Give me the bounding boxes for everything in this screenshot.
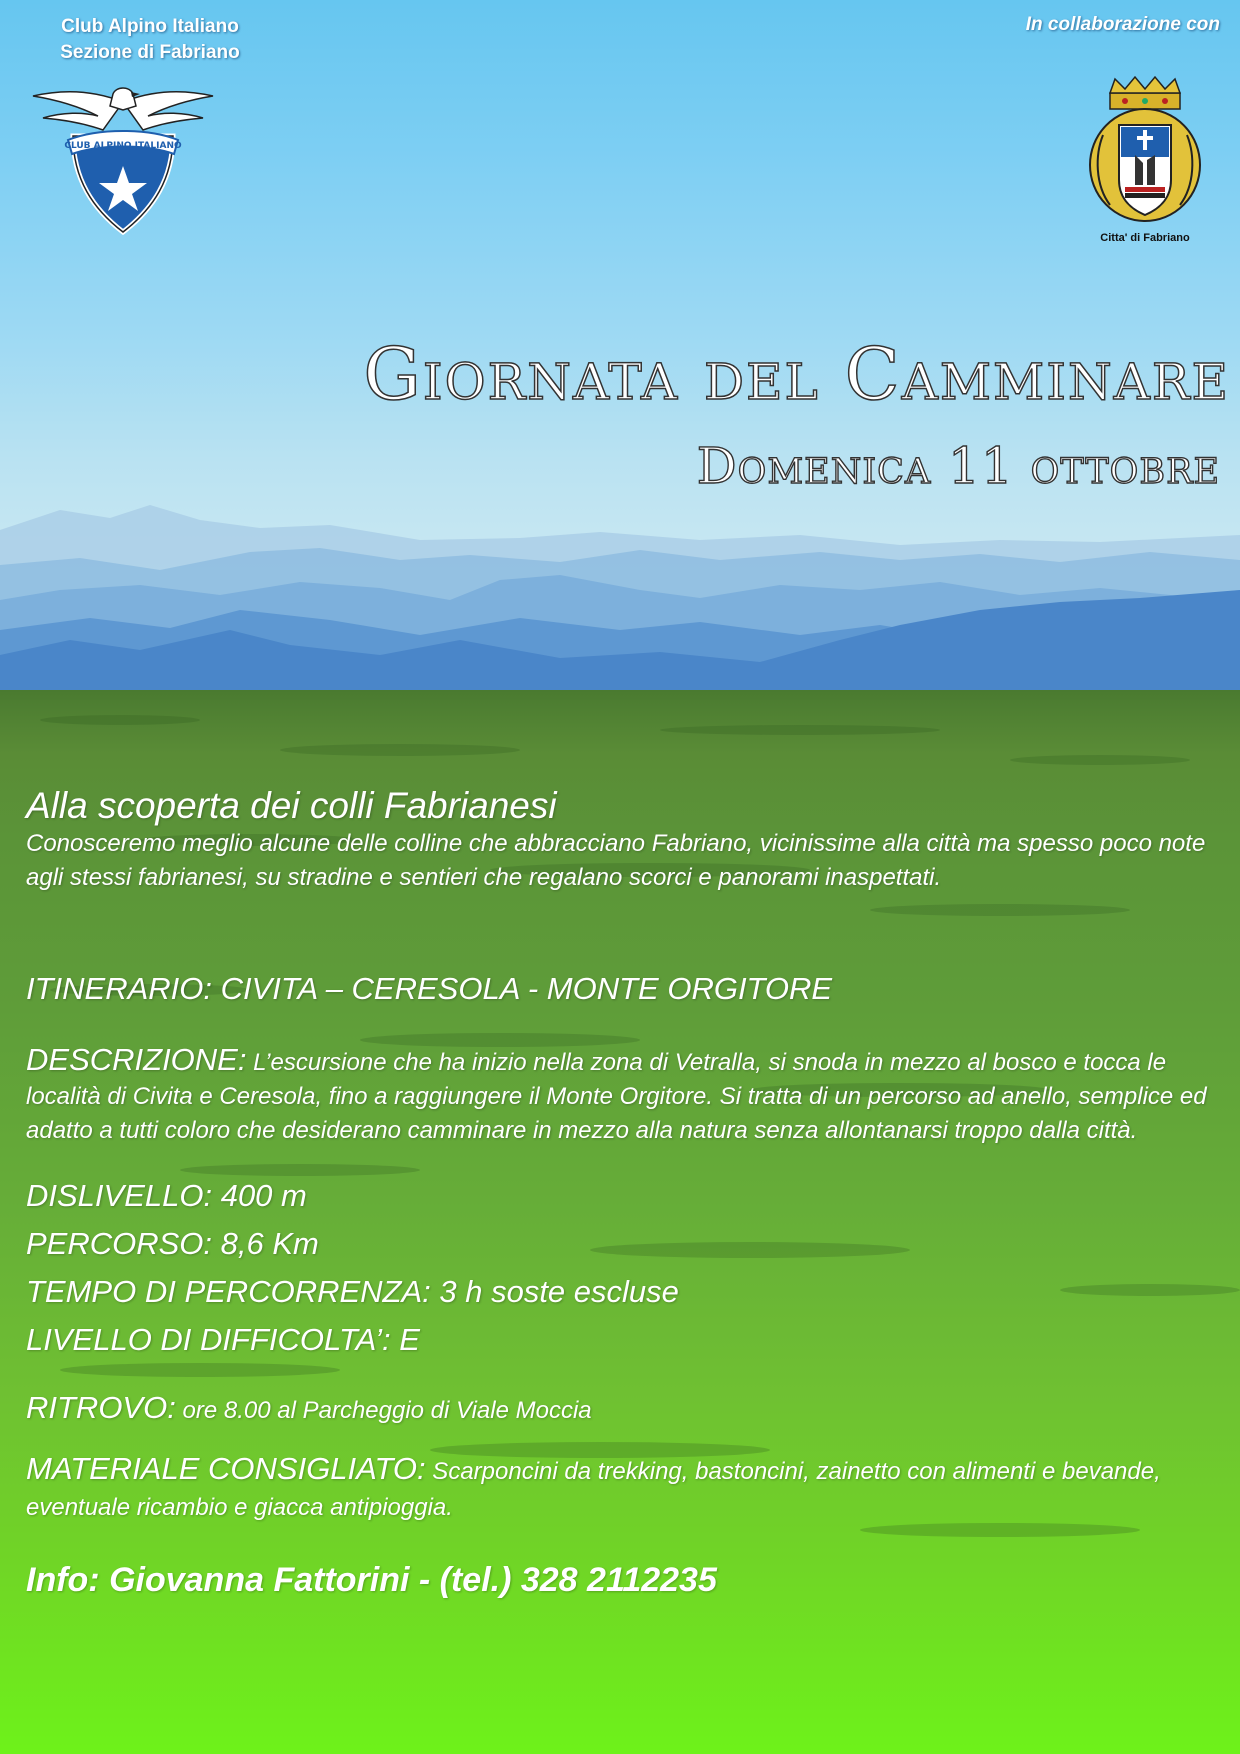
recommended-gear — [26, 1451, 1221, 1526]
event-title-text: Giornata del Camminare — [363, 332, 1230, 416]
meeting-point — [26, 1388, 1221, 1431]
contact-info: Info: Giovanna Fattorini - (tel.) 328 2112235 — [26, 1561, 717, 1599]
meeting-point-label: RITROVO: — [26, 1390, 176, 1425]
crest-caption: Citta' di Fabriano — [1100, 232, 1190, 244]
description-text: L’escursione che ha inizio nella zona di Vetralla, si snoda in mezzo al bosco e tocca le località di Civita e Ceresola, fino a raggiungere il Monte Orgitore. Si tratta di un percorso ad anello, semplice ed adatto a tutti coloro che desiderano camminare in mezzo alla natura senza allontanarsi troppo dalla città. — [26, 1049, 1207, 1144]
itinerary: ITINERARIO: CIVITA – CERESOLA - MONTE ORGITORE — [26, 971, 833, 1006]
event-title — [140, 332, 1230, 416]
recommended-gear-text: Scarponcini da trekking, bastoncini, zainetto con alimenti e bevande, eventuale ricambio e giacca antipioggia. — [26, 1458, 1161, 1521]
description — [26, 1043, 1221, 1148]
crown-icon — [1110, 77, 1180, 109]
club-name — [20, 14, 280, 66]
recommended-gear-label: MATERIALE CONSIGLIATO: — [26, 1451, 426, 1486]
intro-text: Conosceremo meglio alcune delle colline che abbracciano Fabriano, vicinissime alla città ma spesso poco note agli stessi fabrianesi, su stradine e sentieri che regalano scorci e panorami inaspettati. — [26, 830, 1206, 891]
collaboration-label: In collaborazione con — [1025, 14, 1220, 35]
event-date: Domenica 11 ottobre — [696, 437, 1220, 495]
club-name-line2: Sezione di Fabriano — [60, 42, 240, 63]
route-stats — [26, 1172, 1221, 1364]
meeting-point-text: ore 8.00 al Parcheggio di Viale Moccia — [175, 1397, 592, 1424]
eagle-icon — [33, 88, 213, 130]
walking-time: TEMPO DI PERCORRENZA: 3 h soste escluse — [26, 1274, 679, 1309]
cai-logo-text: CLUB ALPINO ITALIANO — [64, 141, 182, 151]
cai-logo — [28, 84, 218, 239]
fabriano-crest — [1085, 75, 1205, 225]
event-details — [26, 785, 1221, 1600]
elevation-gain: DISLIVELLO: 400 m — [26, 1178, 307, 1213]
difficulty-level: LIVELLO DI DIFFICOLTA’: E — [26, 1322, 420, 1357]
intro-heading: Alla scoperta dei colli Fabrianesi — [26, 785, 557, 826]
club-name-line1: Club Alpino Italiano — [61, 16, 239, 37]
route-length: PERCORSO: 8,6 Km — [26, 1226, 319, 1261]
description-label: DESCRIZIONE: — [26, 1042, 247, 1077]
